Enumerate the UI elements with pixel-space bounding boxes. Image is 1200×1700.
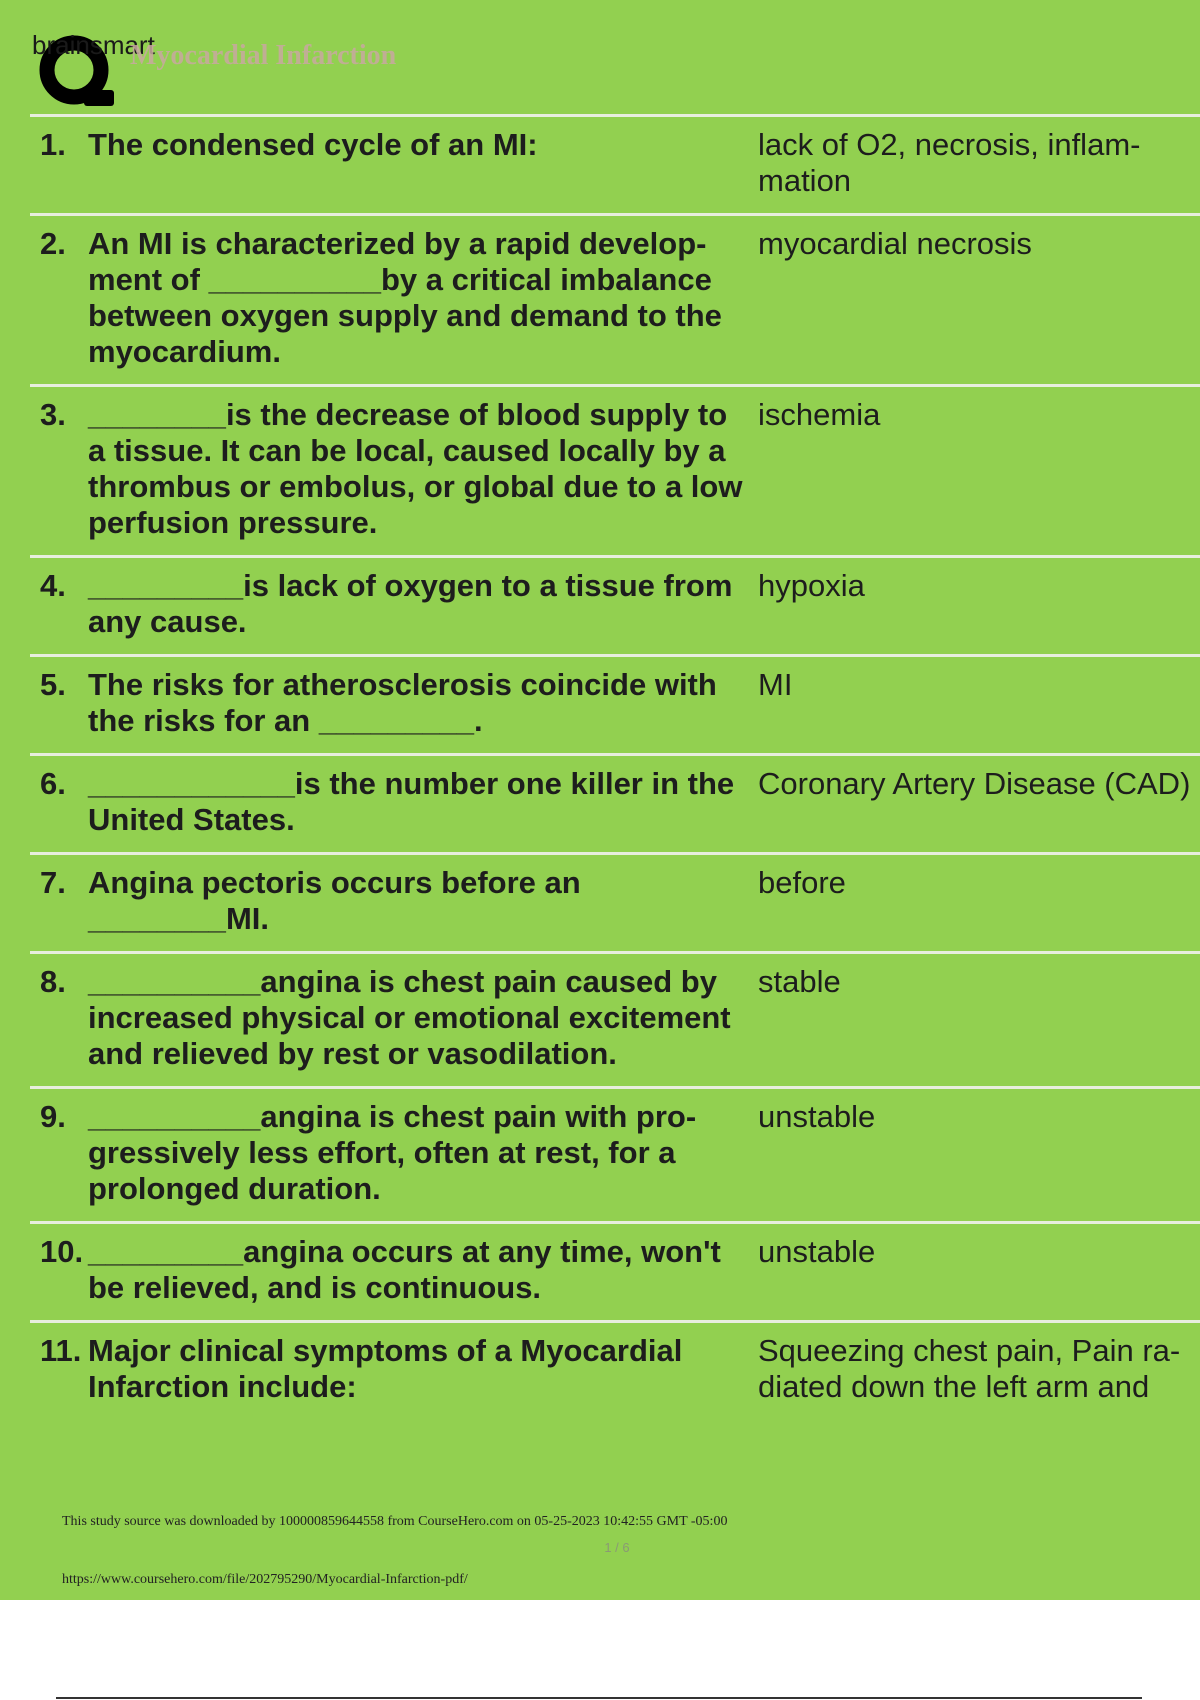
fill-in-blank: __________ [88, 1099, 261, 1134]
flashcard-row [30, 1221, 1200, 1320]
question-after-blank: by a critical imbalance between oxygen supply and demand to the myocardium. [88, 262, 722, 369]
answer-text: before [758, 865, 846, 900]
flashcard-row [30, 852, 1200, 951]
item-number: 9. [40, 1099, 66, 1134]
flashcard-row [30, 1320, 1200, 1419]
fill-in-blank: _________ [318, 703, 475, 738]
fill-in-blank: _________ [88, 568, 244, 603]
question-before-blank: Major clinical symptoms of a Myocardial Infarction include: [88, 1333, 683, 1404]
flashcard-row [30, 654, 1200, 753]
question-text [88, 397, 754, 541]
answer-text: lack of O2, necrosis, inflammation [758, 127, 1141, 198]
question-text [88, 1234, 754, 1306]
question-text [88, 1099, 754, 1207]
flashcard-row [30, 213, 1200, 384]
answer-text: Coronary Artery Disease (CAD) [758, 766, 1191, 801]
fill-in-blank: _________ [88, 1234, 244, 1269]
answer-text: MI [758, 667, 793, 702]
item-number: 5. [40, 667, 66, 702]
question-after-blank: is lack of oxygen to a tissue from any cause. [88, 568, 733, 639]
page-indicator: 1 / 6 [604, 1540, 630, 1555]
download-note: This study source was downloaded by 100000859644558 from CourseHero.com on 05-25-2023 10:42:55 GMT -05:00 [62, 1514, 728, 1529]
answer-text: hypoxia [758, 568, 865, 603]
question-text [88, 568, 754, 640]
question-before-blank: The condensed cycle of an MI: [88, 127, 538, 162]
item-number: 7. [40, 865, 66, 900]
flashcard-row [30, 1086, 1200, 1221]
question-after-blank: MI. [225, 901, 269, 936]
source-url[interactable]: https://www.coursehero.com/file/202795290/Myocardial-Infarction-pdf/ [62, 1572, 468, 1587]
brand-header [30, 30, 730, 120]
fill-in-blank: ____________ [88, 766, 295, 801]
fill-in-blank: ________ [88, 901, 226, 936]
document-title: Myocardial Infarction [130, 40, 397, 71]
question-after-blank: angina occurs at any time, won't be relieved, and is continuous. [88, 1234, 721, 1305]
flashcard-row [30, 753, 1200, 852]
flashcard-list [30, 114, 1200, 1419]
flashcard-row [30, 384, 1200, 555]
question-after-blank: is the decrease of blood supply to a tissue. It can be local, caused locally by a thrombus or embolus, or global due to a low perfusion pressure. [88, 397, 743, 540]
fill-in-blank: ________ [88, 397, 226, 432]
answer-text: Squeezing chest pain, Pain radiated down the left arm and [758, 1333, 1181, 1404]
item-number: 1. [40, 127, 66, 162]
question-after-blank: . [474, 703, 483, 738]
item-number: 6. [40, 766, 66, 801]
question-before-blank: An MI is characterized by a rapid development of [88, 226, 707, 297]
answer-text: unstable [758, 1099, 876, 1134]
flashcard-row [30, 114, 1200, 213]
question-text [88, 1333, 754, 1405]
flashcard-row [30, 555, 1200, 654]
question-after-blank: angina is chest pain with progressively less effort, often at rest, for a prolonged duration. [88, 1099, 697, 1206]
item-number: 3. [40, 397, 66, 432]
bottom-divider [56, 1697, 1142, 1699]
item-number: 11. [40, 1333, 82, 1368]
question-before-blank: Angina pectoris occurs before an [88, 865, 581, 900]
question-after-blank: angina is chest pain caused by increased physical or emotional excitement and relieved by rest or vasodilation. [88, 964, 731, 1071]
question-text [88, 766, 754, 838]
item-number: 2. [40, 226, 66, 261]
flashcard-row [30, 951, 1200, 1086]
fill-in-blank: __________ [88, 964, 261, 999]
answer-text: stable [758, 964, 841, 999]
answer-text: myocardial necrosis [758, 226, 1032, 261]
question-text [88, 964, 754, 1072]
item-number: 8. [40, 964, 66, 999]
question-text [88, 226, 754, 370]
answer-text: unstable [758, 1234, 876, 1269]
item-number: 4. [40, 568, 66, 603]
question-text [88, 667, 754, 739]
question-after-blank: is the number one killer in the United States. [88, 766, 735, 837]
answer-text: ischemia [758, 397, 881, 432]
question-before-blank: The risks for atherosclerosis coincide with the risks for an [88, 667, 717, 738]
question-text [88, 865, 754, 937]
item-number: 10. [40, 1234, 84, 1269]
question-text [88, 127, 754, 199]
brand-name: brainsmart [32, 30, 155, 60]
fill-in-blank: __________ [208, 262, 381, 297]
